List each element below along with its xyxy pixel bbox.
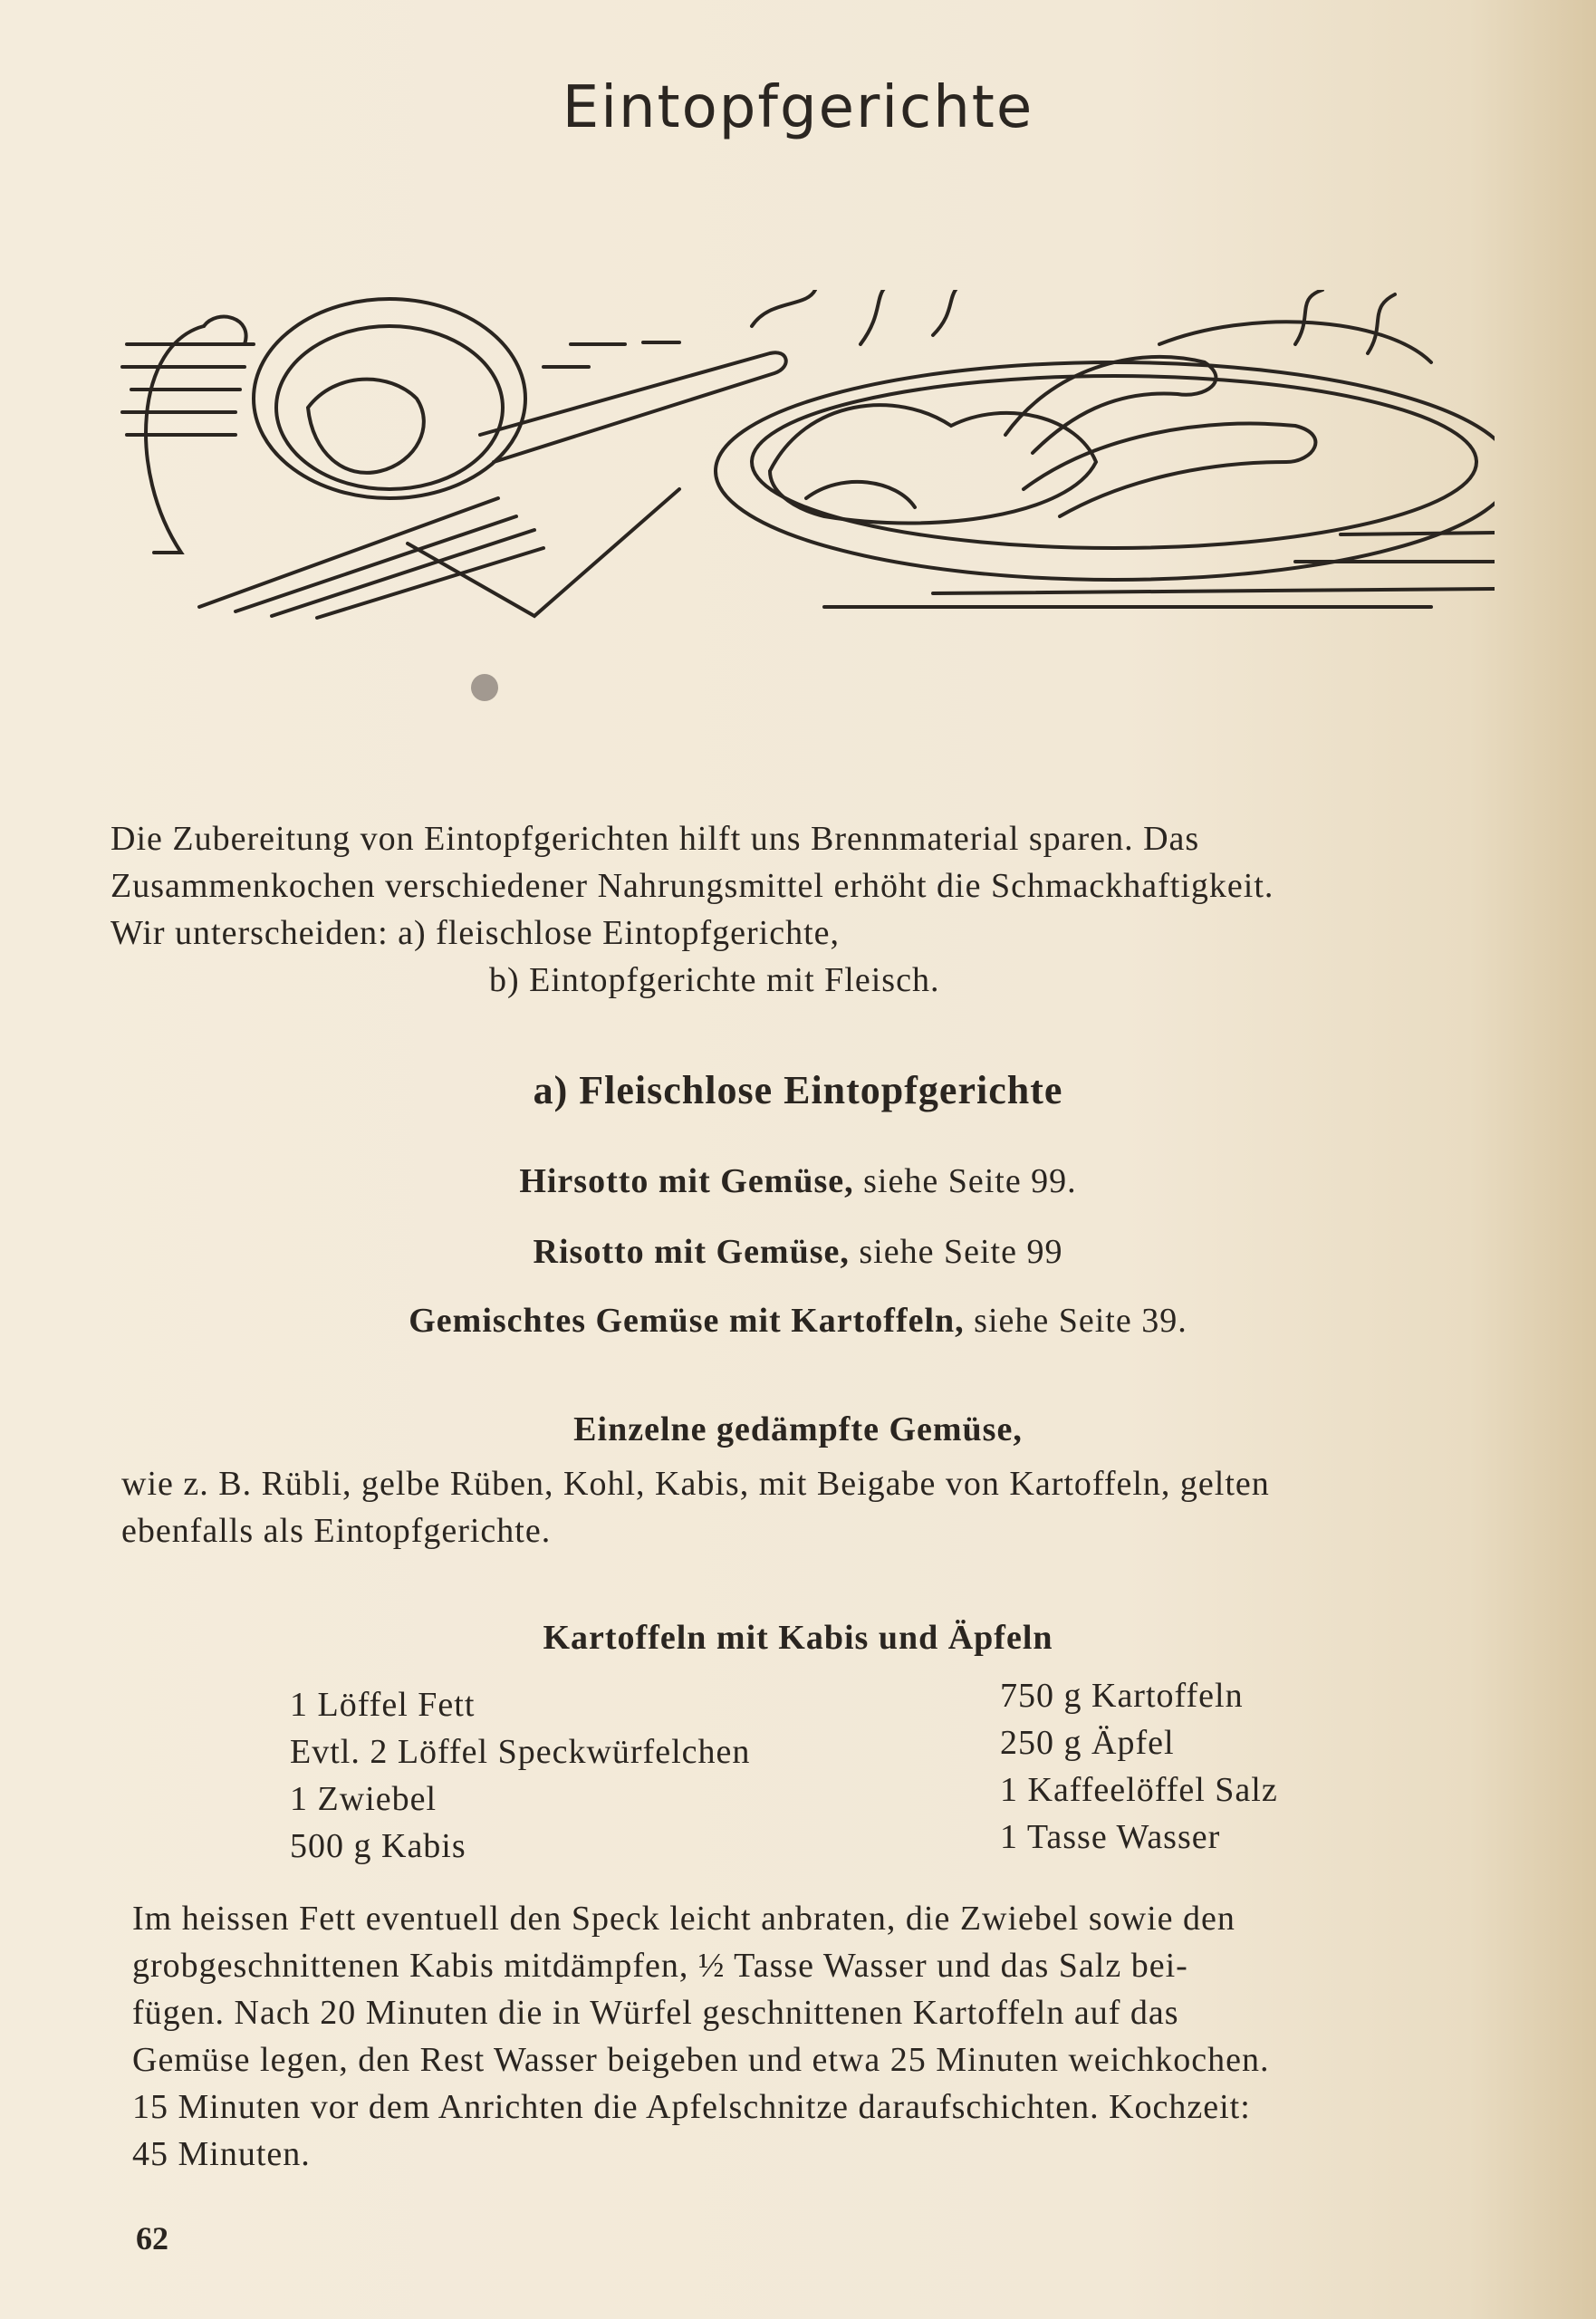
ingredients-left bbox=[290, 1681, 750, 1870]
method-paragraph bbox=[132, 1895, 1545, 2178]
intro-line-1: Die Zubereitung von Eintopfgerichten hilft uns Brennmaterial sparen. Das bbox=[111, 820, 1200, 858]
reference-page: siehe Seite 39. bbox=[964, 1302, 1187, 1340]
method-line: 15 Minuten vor dem Anrichten die Apfelschnitze daraufschichten. Kochzeit: bbox=[132, 2088, 1251, 2126]
note-line-1: wie z. B. Rübli, gelbe Rüben, Kohl, Kabis, mit Beigabe von Kartoffeln, gelten bbox=[121, 1465, 1270, 1503]
section-heading: a) Fleischlose Eintopfgerichte bbox=[533, 1068, 1063, 1112]
ink-blot bbox=[471, 674, 498, 701]
ingredient: 250 g Äpfel bbox=[1000, 1724, 1175, 1762]
stew-illustration bbox=[118, 290, 1495, 625]
ingredient: 1 Tasse Wasser bbox=[1000, 1818, 1221, 1856]
ingredients-right bbox=[1000, 1672, 1278, 1861]
reference-name: Risotto mit Gemüse, bbox=[533, 1233, 850, 1271]
method-line: 45 Minuten. bbox=[132, 2135, 311, 2173]
recipe-title: Kartoffeln mit Kabis und Äpfeln bbox=[543, 1619, 1053, 1657]
method-line: fügen. Nach 20 Minuten die in Würfel geschnittenen Kartoffeln auf das bbox=[132, 1994, 1179, 2032]
subheading: Einzelne gedämpfte Gemüse, bbox=[573, 1410, 1023, 1448]
ingredient: 1 Zwiebel bbox=[290, 1780, 437, 1818]
recipe-reference bbox=[0, 1232, 1596, 1272]
intro-line-2: Zusammenkochen verschiedener Nahrungsmittel erhöht die Schmackhaftigkeit. bbox=[111, 867, 1274, 905]
note-line-2: ebenfalls als Eintopfgerichte. bbox=[121, 1512, 552, 1550]
method-line: grobgeschnittenen Kabis mitdämpfen, ½ Tasse Wasser und das Salz bei- bbox=[132, 1947, 1188, 1985]
ingredient: 750 g Kartoffeln bbox=[1000, 1677, 1244, 1715]
page-title: Eintopfgerichte bbox=[562, 74, 1034, 141]
ingredient: 500 g Kabis bbox=[290, 1827, 466, 1865]
intro-line-4: b) Eintopfgerichte mit Fleisch. bbox=[489, 961, 940, 999]
recipe-reference bbox=[0, 1161, 1596, 1201]
ingredient: 1 Kaffeelöffel Salz bbox=[1000, 1771, 1278, 1809]
reference-name: Hirsotto mit Gemüse, bbox=[519, 1162, 854, 1200]
ingredient: Evtl. 2 Löffel Speckwürfelchen bbox=[290, 1733, 751, 1771]
intro-line-3: Wir unterscheiden: a) fleischlose Eintopfgerichte, bbox=[111, 914, 841, 952]
note-paragraph bbox=[121, 1460, 1534, 1554]
intro-paragraph bbox=[111, 815, 1524, 1004]
page-number: 62 bbox=[136, 2220, 168, 2256]
method-line: Gemüse legen, den Rest Wasser beigeben und etwa 25 Minuten weichkochen. bbox=[132, 2041, 1270, 2079]
reference-name: Gemischtes Gemüse mit Kartoffeln, bbox=[409, 1302, 965, 1340]
method-line: Im heissen Fett eventuell den Speck leicht anbraten, die Zwiebel sowie den bbox=[132, 1900, 1235, 1938]
reference-page: siehe Seite 99. bbox=[853, 1162, 1077, 1200]
ingredient: 1 Löffel Fett bbox=[290, 1686, 476, 1724]
reference-page: siehe Seite 99 bbox=[849, 1233, 1063, 1271]
recipe-reference bbox=[0, 1301, 1596, 1341]
